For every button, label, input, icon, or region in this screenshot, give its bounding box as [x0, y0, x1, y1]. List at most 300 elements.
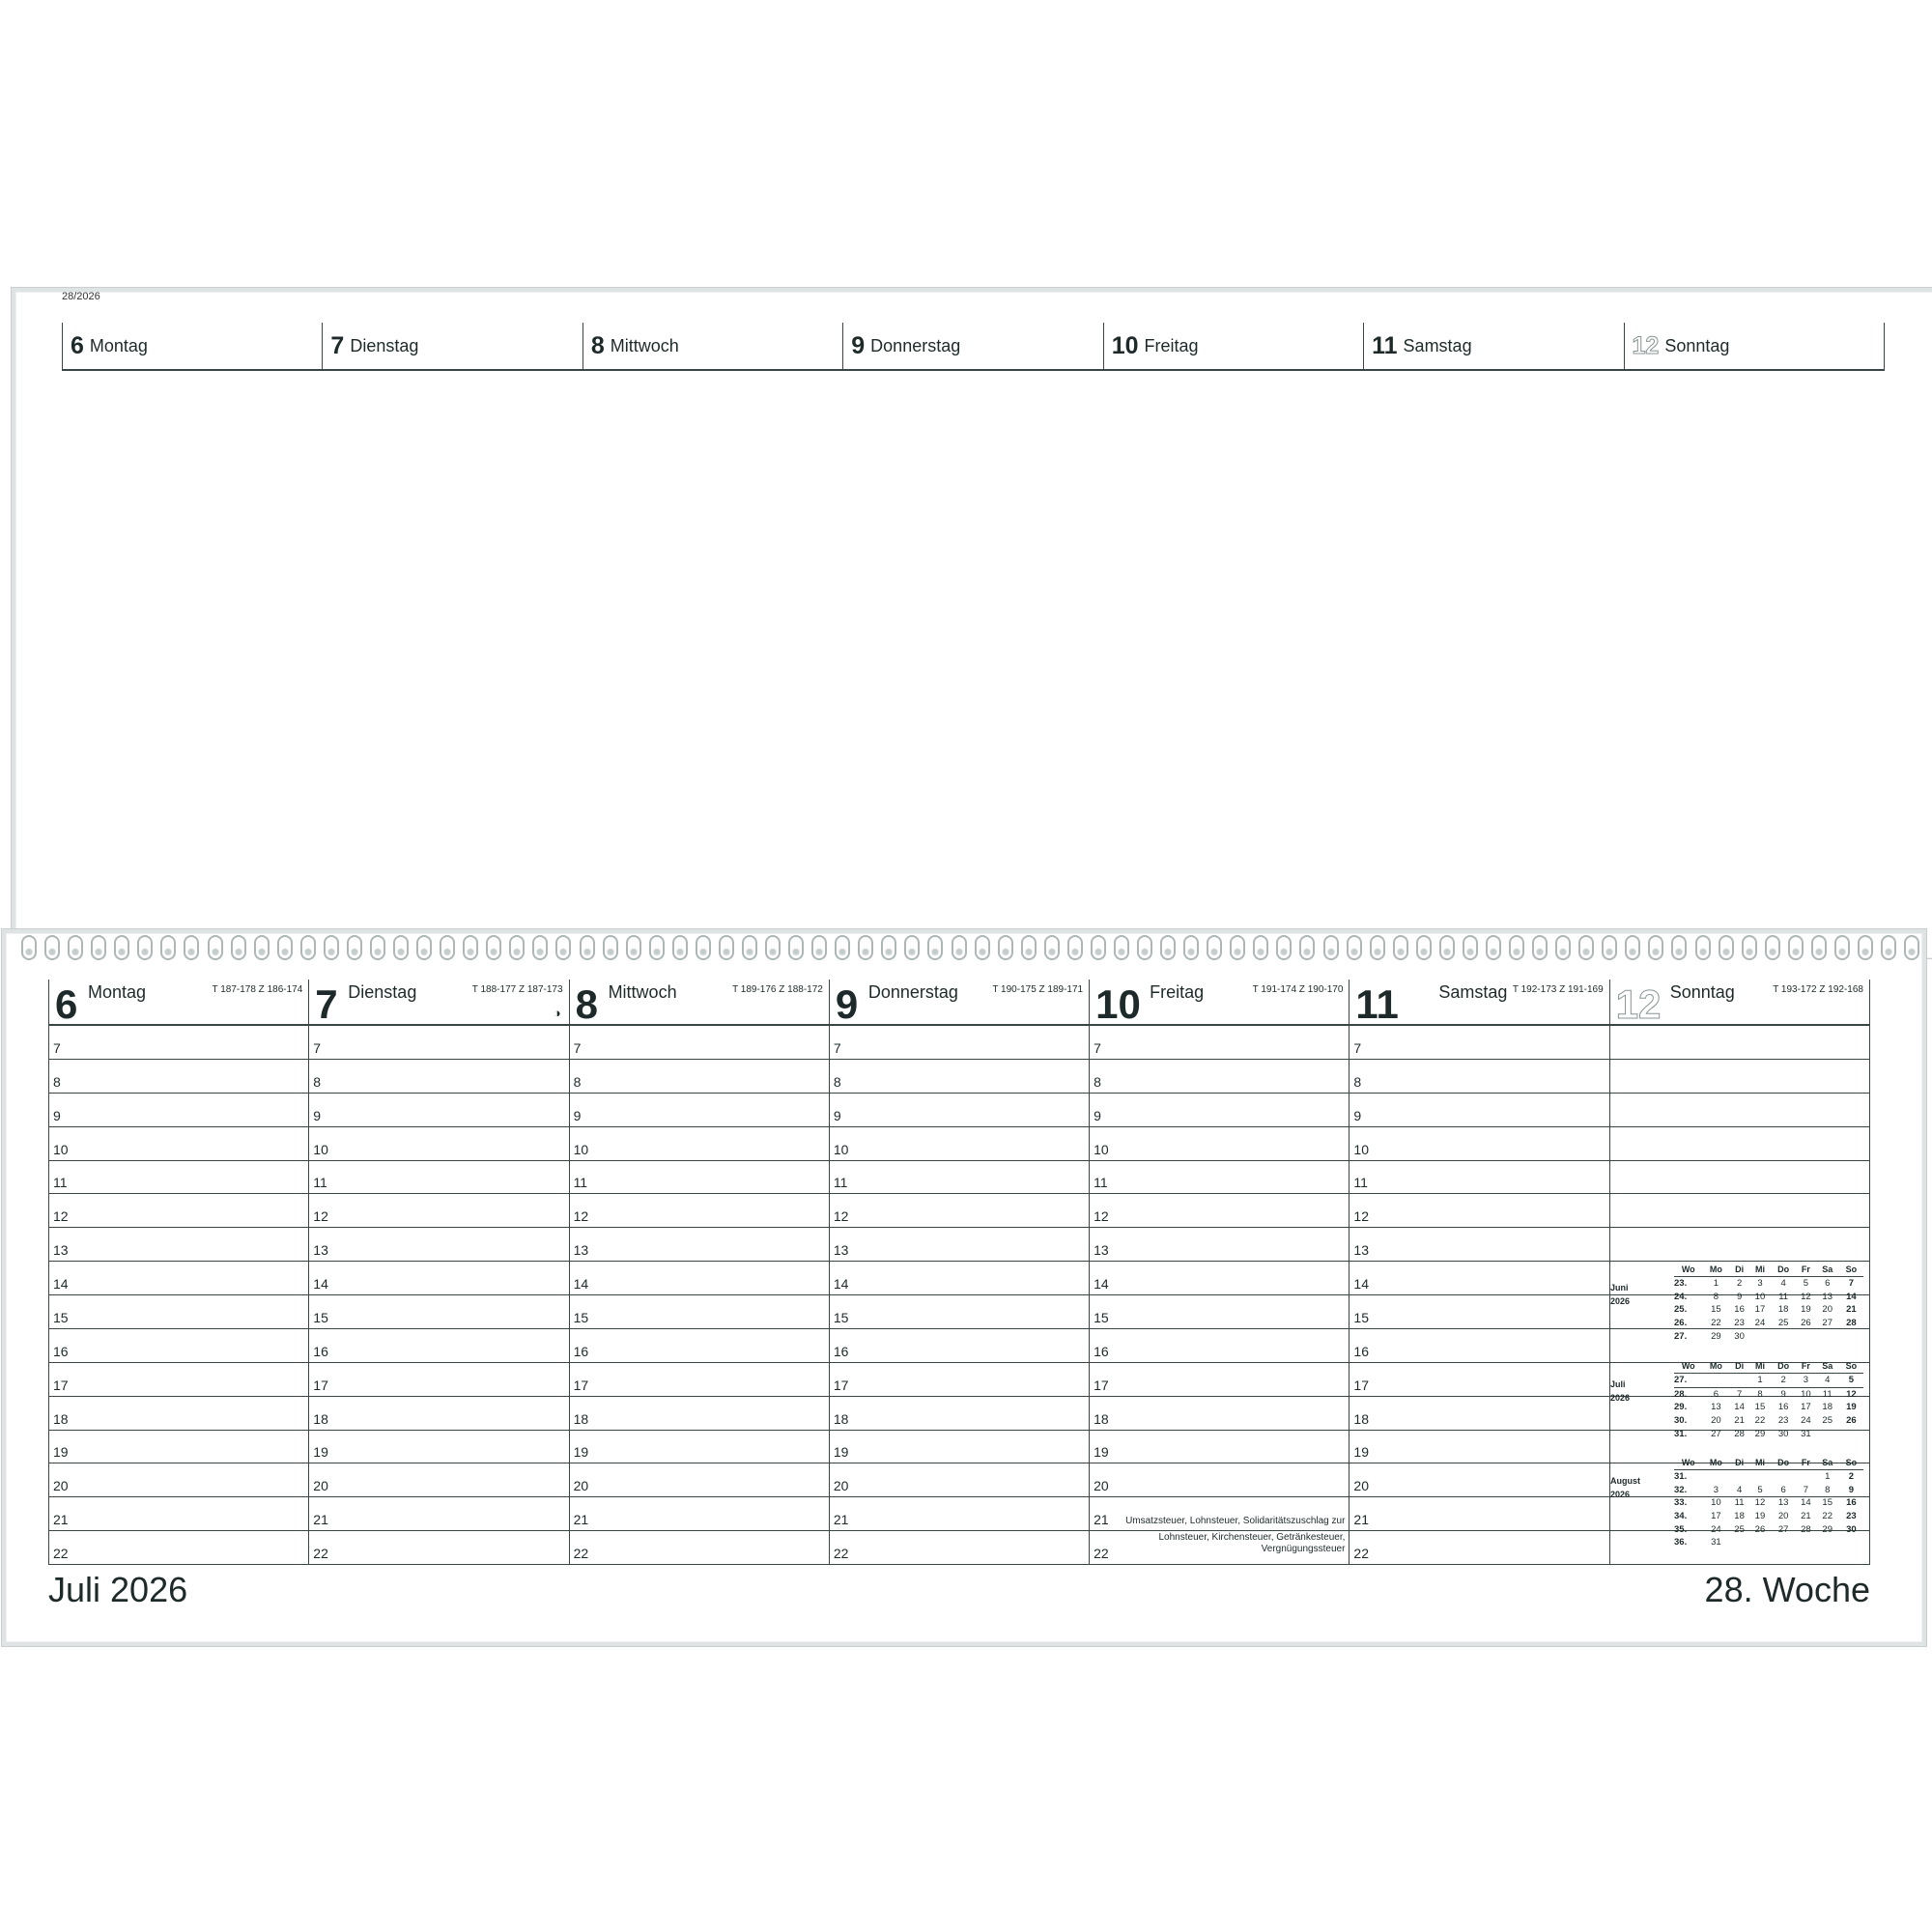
date-cell: 25	[1822, 1415, 1833, 1427]
weekday-header: Mi	[1749, 1358, 1771, 1374]
hour-slot[interactable]	[830, 1463, 1089, 1497]
date-cell: 30	[1846, 1523, 1857, 1535]
day-number: 12	[1615, 981, 1662, 1027]
spiral-coil	[21, 935, 37, 960]
hour-slot[interactable]	[570, 1531, 829, 1564]
day-header-friday	[1089, 980, 1349, 1027]
mini-calendar-label	[1610, 1378, 1630, 1405]
hour-slot[interactable]	[570, 1094, 829, 1127]
spiral-coil	[649, 935, 665, 960]
hour-label: 10	[833, 1141, 849, 1157]
hour-slot[interactable]	[1610, 1094, 1869, 1127]
hour-slot[interactable]	[830, 1228, 1089, 1262]
hour-slot[interactable]	[570, 1363, 829, 1397]
hour-slot[interactable]	[49, 1060, 308, 1094]
hour-slot[interactable]	[1350, 1161, 1608, 1195]
day-column-saturday	[1349, 1026, 1608, 1564]
date-cell: 21	[1734, 1415, 1745, 1427]
day-name: Sonntag	[1669, 982, 1735, 1002]
hour-label: 16	[53, 1343, 69, 1359]
spiral-coil	[1160, 935, 1176, 960]
hour-label: 20	[573, 1478, 589, 1494]
mini-calendar-year: 2026	[1610, 1490, 1631, 1499]
spiral-coil	[1230, 935, 1245, 960]
date-cell	[1729, 1536, 1748, 1549]
hour-label: 16	[573, 1343, 589, 1359]
hour-slot[interactable]	[49, 1497, 308, 1531]
hour-slot[interactable]	[49, 1094, 308, 1127]
date-cell: 9	[1780, 1388, 1786, 1400]
spiral-coil	[1299, 935, 1315, 960]
date-cell: 1	[1825, 1471, 1831, 1483]
week-label: 28. Woche	[1704, 1570, 1870, 1609]
day-column-wednesday	[569, 1026, 829, 1564]
date-cell: 22	[1711, 1318, 1721, 1329]
hour-slot[interactable]	[49, 1026, 308, 1060]
mini-calendar-label	[1610, 1281, 1630, 1308]
hour-label: 15	[313, 1309, 328, 1325]
spiral-coil	[1207, 935, 1222, 960]
hour-slot[interactable]	[49, 1194, 308, 1228]
hour-slot[interactable]	[309, 1497, 568, 1531]
hour-slot[interactable]	[49, 1161, 308, 1195]
week-number: 30.	[1674, 1415, 1688, 1427]
date-cell: 8	[1825, 1484, 1831, 1495]
hour-label: 20	[833, 1478, 849, 1494]
hour-label: 22	[573, 1546, 589, 1561]
spiral-coil	[1091, 935, 1106, 960]
hour-slot[interactable]	[570, 1228, 829, 1262]
hour-slot[interactable]	[309, 1194, 568, 1228]
week-number: 28.	[1674, 1388, 1688, 1400]
spiral-coil	[160, 935, 176, 960]
hour-slot[interactable]	[309, 1363, 568, 1397]
hour-slot[interactable]	[309, 1026, 568, 1060]
hour-slot[interactable]	[49, 1363, 308, 1397]
hour-label: 8	[53, 1073, 61, 1090]
date-cell: 25	[1734, 1523, 1745, 1535]
hour-label: 9	[53, 1107, 61, 1123]
date-cell	[1796, 1536, 1815, 1549]
week-number: 34.	[1674, 1511, 1688, 1522]
day-number: 6	[71, 331, 84, 359]
hour-label: 13	[1094, 1242, 1109, 1259]
hour-slot[interactable]	[49, 1431, 308, 1464]
date-cell	[1702, 1470, 1729, 1484]
hour-label: 14	[53, 1276, 69, 1292]
hour-label: 15	[53, 1309, 69, 1325]
hour-label: 15	[573, 1309, 589, 1325]
hour-slot[interactable]	[830, 1397, 1089, 1431]
hour-label: 14	[1353, 1276, 1369, 1292]
hour-slot[interactable]	[1090, 1194, 1349, 1228]
top-day-thursday	[842, 323, 1102, 369]
hour-slot[interactable]	[570, 1497, 829, 1531]
spiral-coil	[137, 935, 153, 960]
hour-slot[interactable]	[830, 1060, 1089, 1094]
hour-slot[interactable]	[309, 1262, 568, 1295]
hour-slot[interactable]	[1350, 1363, 1608, 1397]
weekday-header: Sa	[1816, 1262, 1839, 1277]
weekday-header: So	[1839, 1262, 1863, 1277]
weekday-header: Mo	[1702, 1455, 1729, 1470]
hour-slot[interactable]	[309, 1094, 568, 1127]
spiral-coil	[347, 935, 362, 960]
hour-label: 11	[573, 1175, 588, 1191]
hour-slot[interactable]	[830, 1262, 1089, 1295]
hour-slot[interactable]	[1350, 1262, 1608, 1295]
hour-label: 9	[573, 1107, 582, 1123]
date-cell: 5	[1839, 1374, 1863, 1388]
date-cell: 31	[1801, 1428, 1811, 1439]
weekday-header: Do	[1771, 1455, 1796, 1470]
date-cell: 10	[1754, 1291, 1766, 1302]
week-number: 31.	[1674, 1428, 1688, 1439]
spiral-coil	[1370, 935, 1385, 960]
week-number: 33.	[1674, 1497, 1688, 1509]
hour-slot[interactable]	[570, 1431, 829, 1464]
day-column-tuesday	[308, 1026, 568, 1564]
spiral-coil	[208, 935, 223, 960]
hour-slot[interactable]	[49, 1463, 308, 1497]
date-cell: 3	[1796, 1374, 1815, 1388]
spiral-coil	[626, 935, 641, 960]
top-day-sunday	[1624, 323, 1884, 369]
date-cell: 26	[1801, 1318, 1811, 1329]
hour-slot[interactable]	[570, 1060, 829, 1094]
top-day-friday	[1103, 323, 1363, 369]
hour-slot[interactable]	[570, 1262, 829, 1295]
hour-slot[interactable]	[830, 1026, 1089, 1060]
day-header-saturday	[1349, 980, 1608, 1027]
hour-slot[interactable]	[570, 1463, 829, 1497]
date-cell: 9	[1736, 1291, 1743, 1302]
spiral-coil	[1881, 935, 1896, 960]
hour-slot[interactable]	[1350, 1295, 1608, 1329]
hour-slot[interactable]	[1090, 1295, 1349, 1329]
hour-slot[interactable]	[570, 1161, 829, 1195]
date-cell: 30	[1734, 1330, 1745, 1342]
weekday-header: Sa	[1816, 1455, 1839, 1470]
hour-slot[interactable]	[830, 1329, 1089, 1363]
hour-slot[interactable]	[1090, 1228, 1349, 1262]
hour-slot[interactable]	[1090, 1094, 1349, 1127]
hour-label: 9	[1094, 1107, 1101, 1123]
date-cell: 10	[1711, 1497, 1721, 1509]
hour-slot[interactable]	[1090, 1060, 1349, 1094]
hour-slot[interactable]	[309, 1431, 568, 1464]
hour-slot[interactable]	[1350, 1228, 1608, 1262]
hour-label: 19	[833, 1444, 849, 1461]
hour-slot[interactable]	[1350, 1127, 1608, 1161]
spiral-coil	[1276, 935, 1292, 960]
date-cell: 15	[1711, 1304, 1721, 1316]
hour-slot[interactable]	[1610, 1026, 1869, 1060]
hour-label: 20	[53, 1478, 69, 1494]
day-name: Sonntag	[1664, 335, 1730, 355]
day-column-thursday	[829, 1026, 1089, 1564]
day-name: Freitag	[1150, 982, 1205, 1002]
hour-label: 13	[573, 1242, 589, 1259]
hour-label: 17	[573, 1377, 589, 1393]
hour-slot[interactable]	[1350, 1397, 1608, 1431]
hour-slot[interactable]	[830, 1194, 1089, 1228]
spiral-coil	[1021, 935, 1037, 960]
hour-slot[interactable]	[830, 1363, 1089, 1397]
hour-slot[interactable]	[309, 1329, 568, 1363]
week-number: 29.	[1674, 1402, 1688, 1413]
hour-slot[interactable]	[570, 1127, 829, 1161]
hour-slot[interactable]	[830, 1295, 1089, 1329]
hour-slot[interactable]	[309, 1127, 568, 1161]
hour-slot[interactable]	[1350, 1060, 1608, 1094]
hour-slot[interactable]	[1090, 1026, 1349, 1060]
hour-label: 9	[1353, 1107, 1362, 1123]
date-cell: 27	[1822, 1318, 1833, 1329]
spiral-coil	[580, 935, 595, 960]
hour-slot[interactable]	[309, 1228, 568, 1262]
spiral-coil	[1463, 935, 1478, 960]
date-cell: 19	[1846, 1402, 1857, 1413]
hour-slot[interactable]	[49, 1329, 308, 1363]
hour-slot[interactable]	[830, 1497, 1089, 1531]
hour-slot[interactable]	[309, 1463, 568, 1497]
hour-slot[interactable]	[1610, 1194, 1869, 1228]
day-number: 8	[575, 981, 598, 1027]
hour-slot[interactable]	[1610, 1228, 1869, 1262]
date-cell: 7	[1803, 1484, 1809, 1495]
hour-slot[interactable]	[49, 1127, 308, 1161]
mini-calendar-year: 2026	[1610, 1393, 1631, 1403]
mini-calendar-year: 2026	[1610, 1296, 1631, 1306]
hour-label: 13	[833, 1242, 849, 1259]
date-cell	[1749, 1470, 1771, 1484]
weekday-header: Sa	[1816, 1358, 1839, 1374]
sun-moon-times: T 191-174 Z 190-170	[1252, 984, 1344, 995]
date-cell: 7	[1736, 1388, 1743, 1400]
spiral-coil	[1486, 935, 1501, 960]
day-number: 8	[590, 331, 605, 359]
hour-slot[interactable]	[1350, 1194, 1608, 1228]
date-cell: 5	[1757, 1484, 1763, 1495]
hour-slot[interactable]	[1350, 1094, 1608, 1127]
tax-note: Lohnsteuer, Kirchensteuer, Getränkesteuer,	[1158, 1532, 1346, 1544]
hour-slot[interactable]	[49, 1397, 308, 1431]
date-cell: 16	[1777, 1402, 1789, 1413]
day-name: Mittwoch	[608, 982, 677, 1002]
spiral-coil	[416, 935, 432, 960]
spiral-coil	[44, 935, 60, 960]
hour-slot[interactable]	[570, 1397, 829, 1431]
date-cell: 2	[1848, 1471, 1855, 1483]
hour-slot[interactable]	[49, 1262, 308, 1295]
spiral-coil	[300, 935, 316, 960]
hour-slot[interactable]	[830, 1431, 1089, 1464]
date-cell: 11	[1778, 1291, 1789, 1302]
spiral-coil	[1044, 935, 1060, 960]
date-cell: 21	[1801, 1511, 1811, 1522]
week-number: 35.	[1674, 1523, 1688, 1535]
weekday-header: Mi	[1749, 1262, 1771, 1277]
spiral-coil	[1347, 935, 1362, 960]
hour-slot[interactable]	[1090, 1463, 1349, 1497]
month-label: Juli 2026	[48, 1570, 188, 1609]
spiral-coil	[1858, 935, 1873, 960]
hour-label: 7	[1094, 1039, 1101, 1056]
spiral-coil	[509, 935, 525, 960]
date-cell: 23	[1846, 1511, 1857, 1522]
hour-label: 16	[313, 1343, 328, 1359]
spiral-coil	[742, 935, 757, 960]
day-name: Montag	[89, 335, 148, 355]
spiral-coil	[277, 935, 293, 960]
hour-slot[interactable]	[570, 1026, 829, 1060]
hour-slot[interactable]	[1090, 1127, 1349, 1161]
date-cell	[1771, 1329, 1796, 1343]
date-cell: 3	[1757, 1278, 1763, 1290]
hour-label: 16	[833, 1343, 849, 1359]
spiral-coil	[1625, 935, 1640, 960]
spiral-coil	[1509, 935, 1524, 960]
hour-label: 11	[1094, 1175, 1108, 1191]
hour-slot[interactable]	[309, 1531, 568, 1564]
hour-slot[interactable]	[570, 1295, 829, 1329]
hour-label: 15	[1353, 1309, 1369, 1325]
hour-label: 12	[573, 1208, 589, 1225]
top-day-header	[62, 323, 1885, 371]
date-cell	[1839, 1329, 1863, 1343]
hour-label: 22	[53, 1546, 69, 1561]
weekday-header: Mi	[1749, 1455, 1771, 1470]
hour-slot[interactable]	[1090, 1431, 1349, 1464]
hour-slot[interactable]	[1350, 1531, 1608, 1564]
spiral-coil	[1765, 935, 1780, 960]
date-cell: 1	[1713, 1278, 1719, 1290]
spiral-coil	[788, 935, 804, 960]
hour-slot[interactable]	[1090, 1161, 1349, 1195]
hour-slot[interactable]	[309, 1397, 568, 1431]
hour-label: 9	[833, 1107, 841, 1123]
hour-slot[interactable]	[1610, 1161, 1869, 1195]
hour-slot[interactable]	[1090, 1397, 1349, 1431]
spiral-coil	[811, 935, 827, 960]
date-cell	[1771, 1470, 1796, 1484]
spiral-coil	[835, 935, 850, 960]
hour-label: 22	[833, 1546, 849, 1561]
spiral-coil	[370, 935, 385, 960]
hour-label: 13	[313, 1242, 328, 1259]
day-name: Donnerstag	[870, 335, 961, 355]
weekday-header: Do	[1771, 1262, 1796, 1277]
spiral-coil	[254, 935, 270, 960]
hour-slot[interactable]	[830, 1531, 1089, 1564]
weekday-header: Wo	[1674, 1455, 1702, 1470]
date-cell	[1729, 1374, 1748, 1388]
date-cell: 24	[1711, 1523, 1721, 1535]
hour-label: 9	[313, 1107, 322, 1123]
top-day-tuesday	[322, 323, 582, 369]
spiral-coil	[114, 935, 129, 960]
hour-slot[interactable]	[830, 1094, 1089, 1127]
week-number: 32.	[1674, 1484, 1688, 1495]
hour-slot[interactable]	[309, 1295, 568, 1329]
hour-slot[interactable]	[49, 1228, 308, 1262]
hour-slot[interactable]	[1350, 1329, 1608, 1363]
spiral-coil	[1904, 935, 1919, 960]
day-number: 9	[851, 331, 866, 359]
hour-slot[interactable]	[1090, 1262, 1349, 1295]
hour-slot[interactable]	[309, 1161, 568, 1195]
hour-slot[interactable]	[1610, 1060, 1869, 1094]
hour-slot[interactable]	[1350, 1431, 1608, 1464]
top-sheet	[12, 288, 1932, 958]
spiral-coil	[1578, 935, 1594, 960]
bottom-day-header	[48, 980, 1870, 1027]
date-cell: 27	[1711, 1428, 1721, 1439]
hour-slot[interactable]	[49, 1295, 308, 1329]
spiral-coil	[1719, 935, 1734, 960]
weekday-header: Mo	[1702, 1262, 1729, 1277]
hour-slot[interactable]	[1090, 1531, 1349, 1564]
date-cell	[1749, 1329, 1771, 1343]
date-cell	[1839, 1536, 1863, 1549]
date-cell	[1796, 1470, 1815, 1484]
date-cell: 2	[1771, 1374, 1796, 1388]
hour-slot[interactable]	[49, 1531, 308, 1564]
hour-slot[interactable]	[1350, 1463, 1608, 1497]
hour-label: 18	[833, 1410, 849, 1427]
hour-slot[interactable]	[570, 1194, 829, 1228]
date-cell	[1816, 1329, 1839, 1343]
spiral-coil	[603, 935, 618, 960]
date-cell: 22	[1754, 1415, 1766, 1427]
spiral-coil	[1253, 935, 1268, 960]
hour-slot[interactable]	[309, 1060, 568, 1094]
hour-slot[interactable]	[1350, 1497, 1608, 1531]
hour-label: 12	[1094, 1208, 1109, 1225]
week-number: 25.	[1674, 1304, 1688, 1316]
hour-slot[interactable]	[830, 1127, 1089, 1161]
hour-slot[interactable]	[1090, 1329, 1349, 1363]
hour-slot[interactable]	[830, 1161, 1089, 1195]
spiral-coil	[765, 935, 781, 960]
hour-label: 11	[1353, 1175, 1368, 1191]
date-cell: 4	[1816, 1374, 1839, 1388]
date-cell: 15	[1822, 1497, 1833, 1509]
date-cell: 28	[1734, 1428, 1745, 1439]
hour-slot[interactable]	[570, 1329, 829, 1363]
hour-label: 14	[313, 1276, 328, 1292]
date-cell: 27	[1777, 1523, 1789, 1535]
hour-slot[interactable]	[1610, 1127, 1869, 1161]
hour-slot[interactable]	[1350, 1026, 1608, 1060]
date-cell: 12	[1846, 1388, 1857, 1400]
hour-label: 10	[313, 1141, 328, 1157]
spiral-coil	[672, 935, 688, 960]
hour-slot[interactable]	[1090, 1363, 1349, 1397]
top-day-saturday	[1363, 323, 1623, 369]
day-header-monday	[48, 980, 308, 1027]
spiral-coil	[1834, 935, 1850, 960]
spiral-coil	[719, 935, 734, 960]
weekday-header: Fr	[1796, 1358, 1815, 1374]
hour-label: 22	[1353, 1546, 1369, 1561]
hour-label: 14	[1094, 1276, 1109, 1292]
spiral-coil	[1648, 935, 1663, 960]
weekday-header: Wo	[1674, 1358, 1702, 1374]
hour-slot[interactable]	[1090, 1497, 1349, 1531]
date-cell: 26	[1846, 1415, 1857, 1427]
